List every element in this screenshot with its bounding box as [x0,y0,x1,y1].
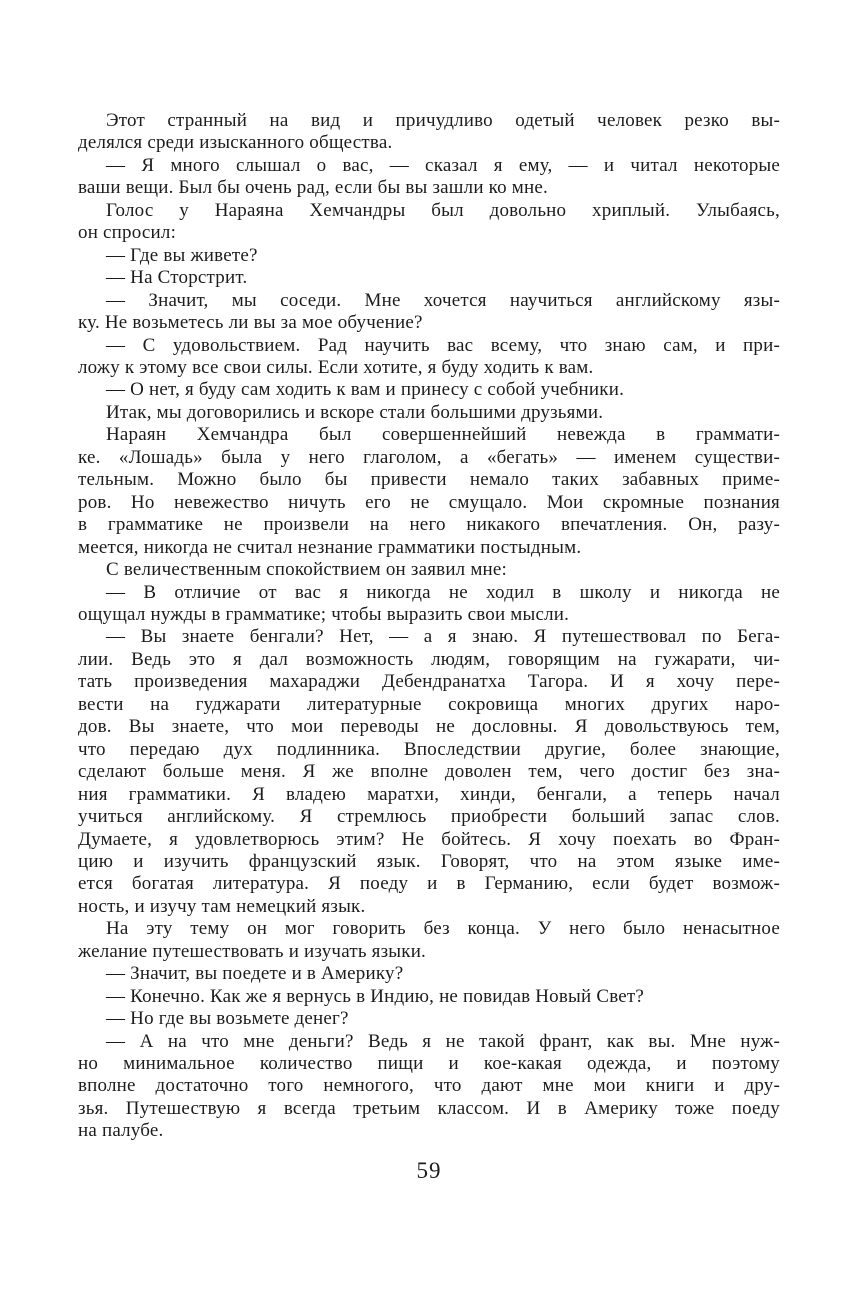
page-number: 59 [416,1158,442,1183]
text-line: — С удовольствием. Рад научить вас всему, что знаю сам, и при- [106,334,780,356]
text-line: — Значит, вы поедете и в Америку? [106,963,404,985]
text-line: ния грамматики. Я владею маратхи, хинди, бенгали, а теперь начал [78,783,780,805]
text-line: учиться английскому. Я стремлюсь приобрести больший запас слов. [78,806,780,828]
text-line: дов. Вы знаете, что мои переводы не дословны. Я довольствуюсь тем, [78,716,780,738]
text-line: — Где вы живете? [106,244,258,266]
text-line: — Вы знаете бенгали? Нет, — а я знаю. Я путешествовал по Бега- [106,626,780,648]
text-line: — А на что мне деньги? Ведь я не такой франт, как вы. Мне нуж- [106,1030,780,1052]
text-line: — Но где вы возьмете денег? [106,1008,349,1030]
text-line: тать произведения махараджи Дебендранатха Тагора. И я хочу пере- [78,671,780,693]
text-line: зья. Путешествую я всегда третьим классом. И в Америку тоже поеду [78,1097,780,1119]
text-line: Думаете, я удовлетворюсь этим? Не бойтесь. Я хочу поехать во Фран- [78,828,780,850]
text-line: ется богатая литература. Я поеду и в Германию, если будет возмож- [78,873,780,895]
text-line: вести на гуджарати литературные сокровища многих других наро- [78,693,780,715]
text-line: ваши вещи. Был бы очень рад, если бы вы зашли ко мне. [78,177,548,199]
text-line: но минимальное количество пищи и кое-какая одежда, и поэтому [78,1053,780,1075]
text-line: он спросил: [78,222,177,244]
text-line: делялся среди изысканного общества. [78,132,393,154]
text-line: вполне достаточно того немногого, что дают мне мои книги и дру- [78,1075,780,1097]
text-line: — В отличие от вас я никогда не ходил в школу и никогда не [106,581,780,603]
text-line: желание путешествовать и изучать языки. [78,940,427,962]
text-line: — Конечно. Как же я вернусь в Индию, не повидав Новый Свет? [106,985,645,1007]
text-line: меется, никогда не считал незнание грамматики постыдным. [78,536,582,558]
text-line: ров. Но невежество ничуть его не смущало. Мои скромные познания [78,491,780,513]
text-line: на палубе. [78,1120,164,1142]
text-line: сделают больше меня. Я же вполне доволен тем, чего достиг без зна- [78,761,780,783]
text-line: — Я много слышал о вас, — сказал я ему, — и читал некоторые [106,154,780,176]
text-line: тельным. Можно было бы привести немало таких забавных приме- [78,469,780,491]
text-line: ложу к этому все свои силы. Если хотите, я буду ходить к вам. [78,356,594,378]
text-line: цию и изучить французский язык. Говорят, что на этом языке име- [78,850,780,872]
text-line: ку. Не возьметесь ли вы за мое обучение? [78,312,423,334]
text-line: С величественным спокойствием он заявил мне: [106,559,508,581]
text-line: ощущал нужды в грамматике; чтобы выразить свои мысли. [78,603,570,625]
text-line: — На Сторстрит. [106,267,248,289]
text-line: Нараян Хемчандра был совершеннейший невежда в граммати- [106,424,780,446]
page-text [78,110,780,1143]
text-line: лии. Ведь это я дал возможность людям, говорящим на гужарати, чи- [78,648,780,670]
text-line: — О нет, я буду сам ходить к вам и принесу с собой учебники. [106,379,625,401]
text-line: ность, и изучу там немецкий язык. [78,895,366,917]
text-line: Голос у Нараяна Хемчандры был довольно хриплый. Улыбаясь, [106,199,780,221]
text-line: На эту тему он мог говорить без конца. У него было ненасытное [106,918,780,940]
text-line: Этот странный на вид и причудливо одетый человек резко вы- [106,110,780,131]
text-line: в грамматике не произвели на него никакого впечатления. Он, разу- [78,514,780,536]
text-line: — Значит, мы соседи. Мне хочется научиться английскому язы- [106,289,780,311]
text-line: Итак, мы договорились и вскоре стали большими друзьями. [106,401,604,423]
text-line: ке. «Лошадь» была у него глаголом, а «бегать» — именем существи- [78,446,780,468]
text-line: что передаю дух подлинника. Впоследствии другие, более знающие, [78,738,780,760]
